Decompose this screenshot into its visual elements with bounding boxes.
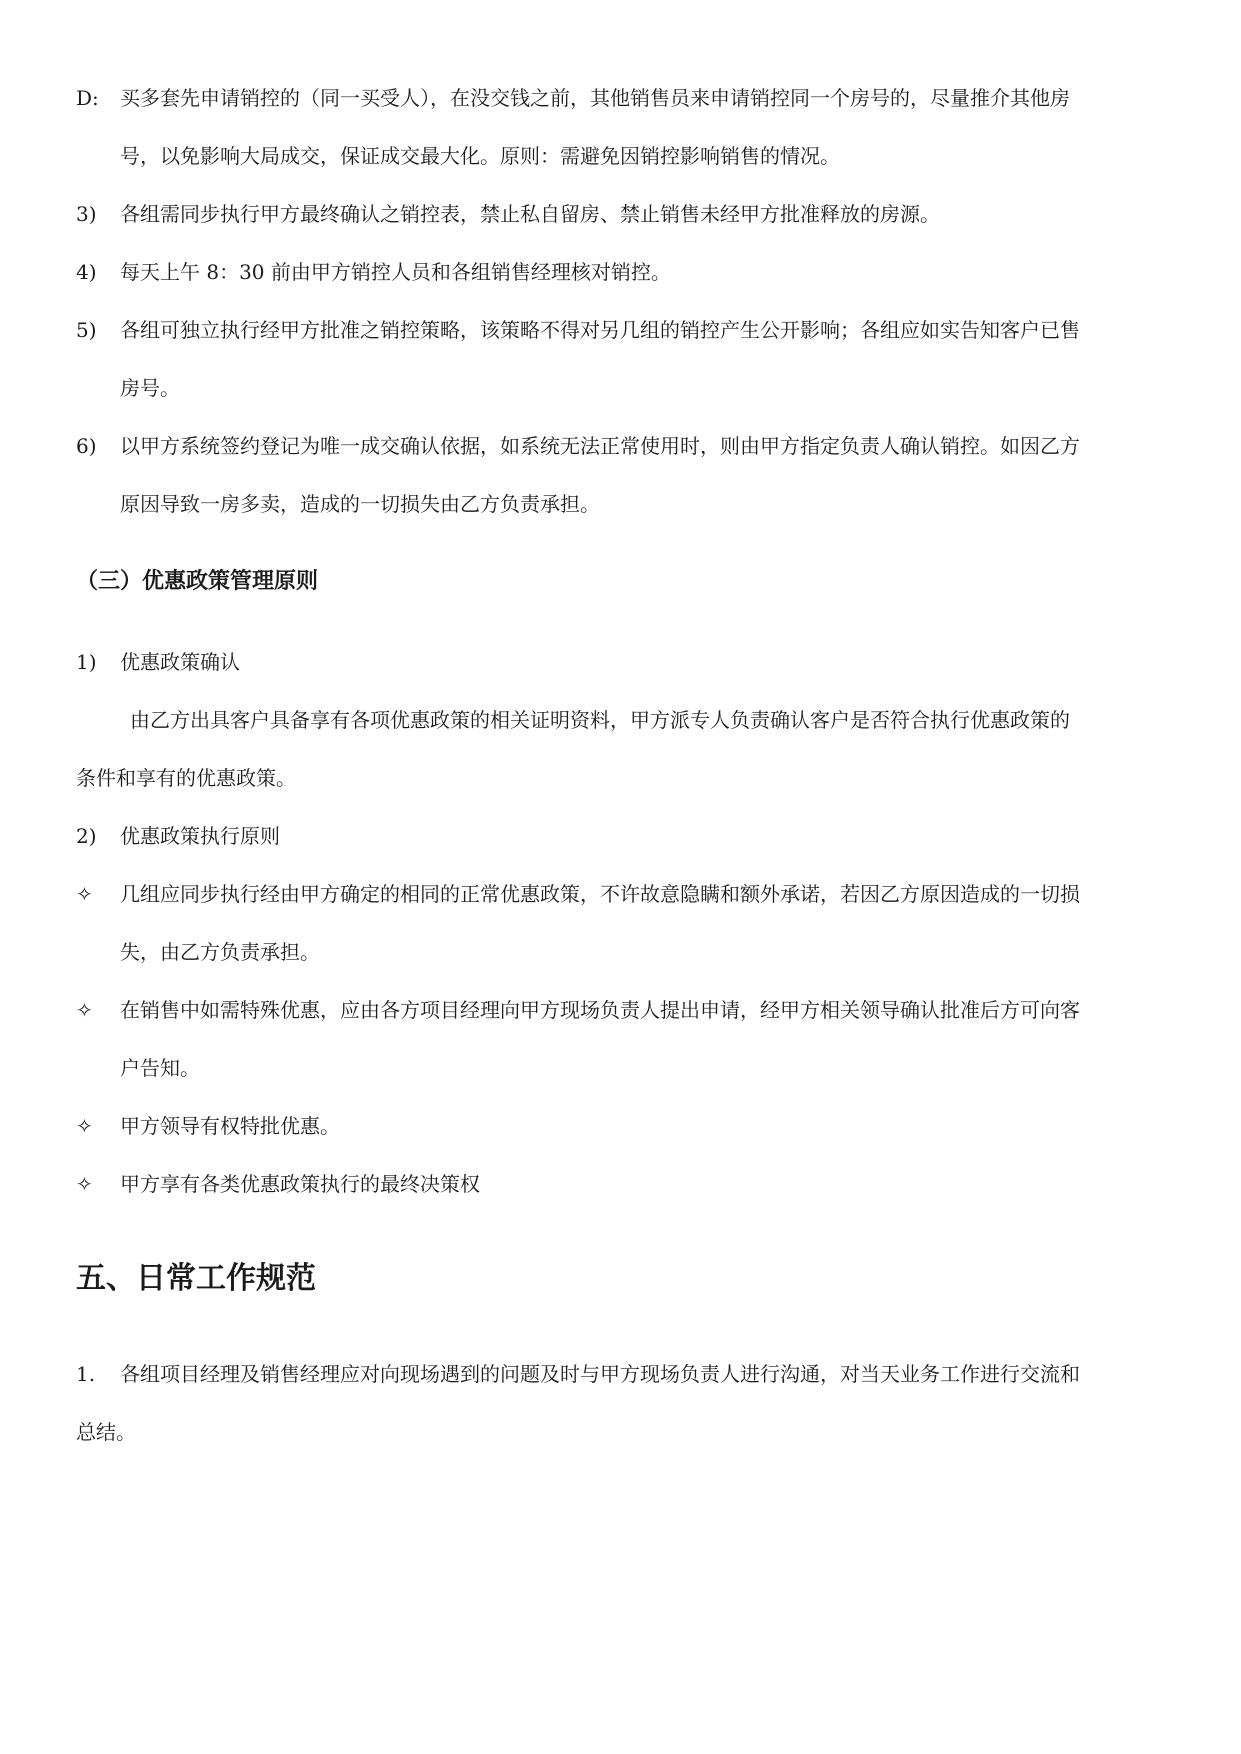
item-text-cont: 原因导致一房多卖，造成的一切损失由乙方负责承担。	[120, 492, 600, 516]
item-text: 各组可独立执行经甲方批准之销控策略，该策略不得对另几组的销控产生公开影响；各组应如实告知客户已售	[120, 318, 1080, 342]
diamond-bullet-icon: ✧	[76, 882, 93, 906]
section-heading-major: 五、日常工作规范	[76, 1261, 316, 1296]
item-text: 各组需同步执行甲方最终确认之销控表，禁止私自留房、禁止销售未经甲方批准释放的房源。	[120, 202, 940, 226]
item-marker: 6)	[76, 434, 97, 458]
item-text: 每天上午 8：30 前由甲方销控人员和各组销售经理核对销控。	[120, 260, 671, 284]
item-marker: 5)	[76, 318, 97, 342]
paragraph-text-cont: 条件和享有的优惠政策。	[76, 766, 296, 790]
bullet-text-cont: 户告知。	[120, 1056, 200, 1080]
item-text: 以甲方系统签约登记为唯一成交确认依据，如系统无法正常使用时，则由甲方指定负责人确认销控。如因乙方	[120, 434, 1080, 458]
diamond-bullet-icon: ✧	[76, 998, 93, 1022]
diamond-bullet-icon: ✧	[76, 1172, 93, 1196]
item-marker: 1.	[76, 1362, 96, 1386]
section-heading: （三）优惠政策管理原则	[76, 568, 319, 594]
item-text: 各组项目经理及销售经理应对向现场遇到的问题及时与甲方现场负责人进行沟通，对当天业务工作进行交流和	[120, 1362, 1080, 1386]
paragraph-text: 由乙方出具客户具备享有各项优惠政策的相关证明资料，甲方派专人负责确认客户是否符合执行优惠政策的	[130, 708, 1070, 732]
item-marker: 4)	[76, 260, 97, 284]
sub-marker: 2)	[76, 824, 97, 848]
bullet-text: 在销售中如需特殊优惠，应由各方项目经理向甲方现场负责人提出申请，经甲方相关领导确认批准后方可向客	[120, 998, 1080, 1022]
bullet-text: 甲方享有各类优惠政策执行的最终决策权	[120, 1172, 480, 1196]
item-marker: 3)	[76, 202, 97, 226]
sub-title: 优惠政策确认	[120, 650, 240, 674]
diamond-bullet-icon: ✧	[76, 1114, 93, 1138]
item-marker: D:	[76, 86, 99, 110]
item-text-cont: 号，以免影响大局成交，保证成交最大化。原则：需避免因销控影响销售的情况。	[120, 144, 840, 168]
bullet-text-cont: 失，由乙方负责承担。	[120, 940, 320, 964]
bullet-text: 甲方领导有权特批优惠。	[120, 1114, 340, 1138]
sub-title: 优惠政策执行原则	[120, 824, 280, 848]
item-text: 买多套先申请销控的（同一买受人），在没交钱之前，其他销售员来申请销控同一个房号的，尽量推介其他房	[120, 86, 1070, 110]
item-text-cont: 总结。	[76, 1420, 136, 1444]
bullet-text: 几组应同步执行经由甲方确定的相同的正常优惠政策，不许故意隐瞒和额外承诺，若因乙方原因造成的一切损	[120, 882, 1080, 906]
item-text-cont: 房号。	[120, 376, 180, 400]
sub-marker: 1)	[76, 650, 97, 674]
